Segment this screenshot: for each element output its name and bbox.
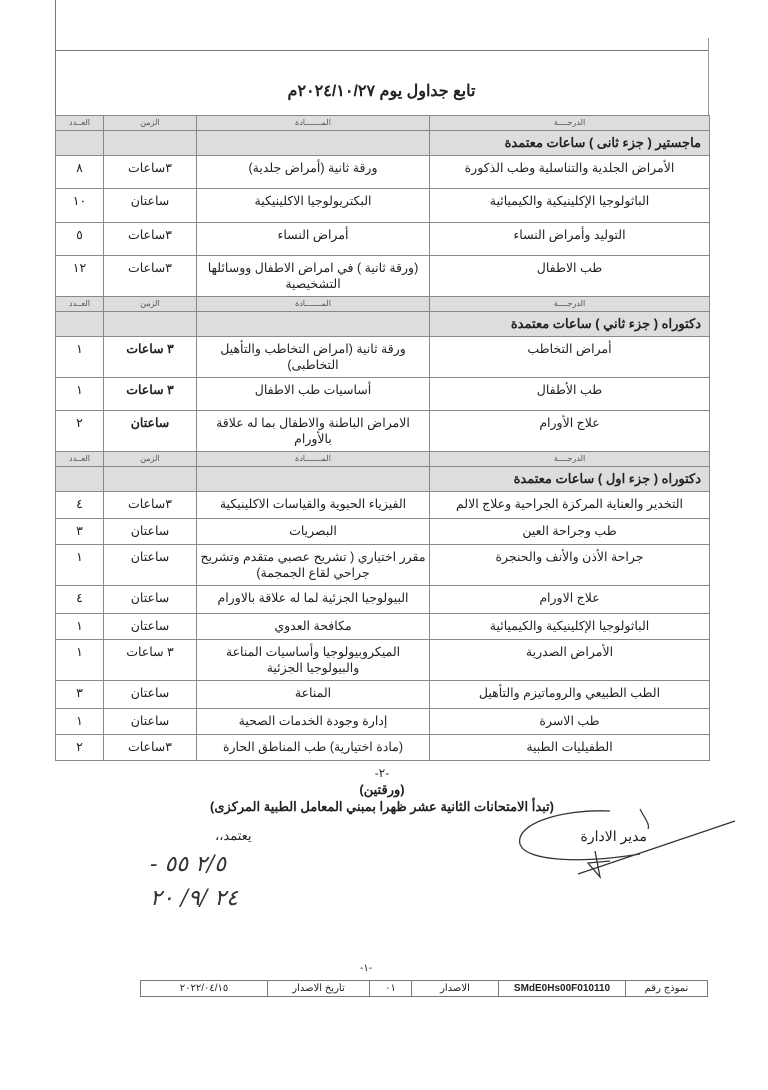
time-cell: ساعتان [104,614,197,640]
table-row [56,189,710,223]
time-cell: ٣ساعات [104,492,197,519]
subject-cell: الامراض الباطنة والاطفال بما له علاقة بالأورام [197,411,430,452]
time-cell: ٣ساعات [104,735,197,761]
header-subject: المـــــــادة [197,452,430,467]
degree-cell: جراحة الأذن والأنف والحنجرة [430,545,710,586]
page-marker: -٢- [374,766,390,780]
section-empty-cell [197,467,430,492]
count-cell: ١ [56,545,104,586]
time-cell: ساعتان [104,189,197,223]
section-title: ماجستير ( جزء ثانى ) ساعات معتمدة [430,131,710,156]
subject-cell: ورقة ثانية (أمراض جلدية) [197,156,430,189]
schedule-table [55,115,710,761]
document-body [55,115,709,939]
time-cell: ٣ساعات [104,256,197,297]
table-row [56,519,710,545]
table-row [56,586,710,614]
section-title: دكتوراه ( جزء اول ) ساعات معتمدة [430,467,710,492]
time-cell: ساعتان [104,519,197,545]
section-title: دكتوراه ( جزء ثاني ) ساعات معتمدة [430,312,710,337]
section-empty-cell [56,467,104,492]
section-empty-cell [197,131,430,156]
subject-cell: إدارة وجودة الخدمات الصحية [197,709,430,735]
section-row [56,312,710,337]
header-time: الزمن [104,116,197,131]
count-cell: ٥ [56,223,104,256]
header-degree: الدرجــــة [430,297,710,312]
degree-cell: علاج الأورام [430,411,710,452]
degree-cell: الباثولوجيا الإكلينيكية والكيميائية [430,614,710,640]
degree-cell: أمراض التخاطب [430,337,710,378]
handwritten-note-line1: - ٢/٥ ٥٥ [150,852,227,877]
count-cell: ١ [56,378,104,411]
signature-area [55,819,709,939]
header-subject: المـــــــادة [197,297,430,312]
time-cell: ساعتان [104,681,197,709]
section-empty-cell [56,312,104,337]
time-cell: ساعتان [104,411,197,452]
section-empty-cell [104,131,197,156]
degree-cell: طب الأطفال [430,378,710,411]
start-note: (تبدأ الامتحانات الثانية عشر ظهرا بمبني المعامل الطبية المركزى) [209,799,555,814]
subject-cell: البيولوجيا الجزئية لما له علاقة بالاورام [197,586,430,614]
degree-cell: التخدير والعناية المركزة الجراحية وعلاج الالم [430,492,710,519]
table-row [56,337,710,378]
subject-cell: الميكروبيولوجيا وأساسيات المناعة والبيولوجيا الجزئية [197,640,430,681]
column-header-row [56,297,710,312]
column-header-row [56,452,710,467]
subject-cell: (ورقة ثانية ) في امراض الاطفال ووسائلها التشخيصية [197,256,430,297]
subject-cell: البصريات [197,519,430,545]
count-cell: ١ [56,640,104,681]
table-row [56,378,710,411]
issue-number: ٠١ [370,981,412,997]
section-empty-cell [56,131,104,156]
count-cell: ١٠ [56,189,104,223]
count-cell: ١٢ [56,256,104,297]
form-number: SMdE0Hs00F010110 [499,981,626,997]
header-count: العــدد [56,116,104,131]
manager-label: مدير الادارة [580,828,647,844]
table-row [56,614,710,640]
signature-mark [500,799,740,879]
table-row [56,223,710,256]
subject-cell: المناعة [197,681,430,709]
footer-form-table [140,980,708,997]
section-row [56,131,710,156]
count-cell: ٤ [56,492,104,519]
time-cell: ٣ ساعات [104,378,197,411]
count-cell: ١ [56,709,104,735]
time-cell: ٣ ساعات [104,640,197,681]
table-row [56,492,710,519]
time-cell: ساعتان [104,545,197,586]
approved-label: يعتمد،، [215,828,252,843]
header-subject: المـــــــادة [197,116,430,131]
time-cell: ٣ساعات [104,156,197,189]
subject-cell: مقرر اختياري ( تشريح عصبي متقدم وتشريح جراحي لقاع الجمجمة) [197,545,430,586]
section-empty-cell [104,467,197,492]
count-cell: ٨ [56,156,104,189]
time-cell: ٣ ساعات [104,337,197,378]
header-degree: الدرجــــة [430,452,710,467]
count-cell: ١ [56,614,104,640]
count-cell: ١ [56,337,104,378]
header-count: العــدد [56,452,104,467]
frame-right-line [708,38,709,115]
table-row [56,709,710,735]
table-row [56,256,710,297]
degree-cell: طب وجراحة العين [430,519,710,545]
footer-page-number: -١- [360,963,373,974]
degree-cell: طب الاطفال [430,256,710,297]
time-cell: ساعتان [104,709,197,735]
handwritten-date: ٢٤ /٩/ ٢٠ [150,886,238,911]
header-degree: الدرجــــة [430,116,710,131]
table-row [56,156,710,189]
table-row [56,411,710,452]
subject-cell: أساسيات طب الاطفال [197,378,430,411]
issue-date-label: تاريخ الاصدار [268,981,370,997]
count-cell: ٣ [56,681,104,709]
section-empty-cell [104,312,197,337]
table-row [56,735,710,761]
subject-cell: الفيزياء الحيوية والقياسات الاكلينيكية [197,492,430,519]
subject-cell: أمراض النساء [197,223,430,256]
table-row [56,681,710,709]
count-cell: ٣ [56,519,104,545]
issue-label: الاصدار [412,981,499,997]
time-cell: ٣ساعات [104,223,197,256]
after-table-notes [55,765,709,939]
degree-cell: علاج الاورام [430,586,710,614]
degree-cell: طب الاسرة [430,709,710,735]
section-row [56,467,710,492]
subject-cell: البكتريولوجيا الاكلينيكية [197,189,430,223]
form-label: نموذج رقم [626,981,708,997]
degree-cell: الطب الطبيعي والروماتيزم والتأهيل [430,681,710,709]
subject-cell: (مادة اختيارية) طب المناطق الحارة [197,735,430,761]
header-time: الزمن [104,297,197,312]
page-title: تابع جداول يوم ٢٠٢٤/١٠/٢٧م [287,83,476,100]
table-row [56,545,710,586]
subject-cell: ورقة ثانية (امراض التخاطب والتأهيل التخاطبى) [197,337,430,378]
papers-note: (ورقتين) [359,782,405,797]
header-count: العــدد [56,297,104,312]
count-cell: ٤ [56,586,104,614]
frame-top-line [55,50,708,51]
degree-cell: الباثولوجيا الإكلينيكية والكيميائية [430,189,710,223]
count-cell: ٢ [56,411,104,452]
count-cell: ٢ [56,735,104,761]
issue-date: ٢٠٢٢/٠٤/١٥ [141,981,268,997]
table-row [56,640,710,681]
section-empty-cell [197,312,430,337]
degree-cell: التوليد وأمراض النساء [430,223,710,256]
degree-cell: الأمراض الصدرية [430,640,710,681]
subject-cell: مكافحة العدوي [197,614,430,640]
degree-cell: الطفيليات الطبية [430,735,710,761]
time-cell: ساعتان [104,586,197,614]
header-time: الزمن [104,452,197,467]
degree-cell: الأمراض الجلدية والتناسلية وطب الذكورة [430,156,710,189]
column-header-row [56,116,710,131]
